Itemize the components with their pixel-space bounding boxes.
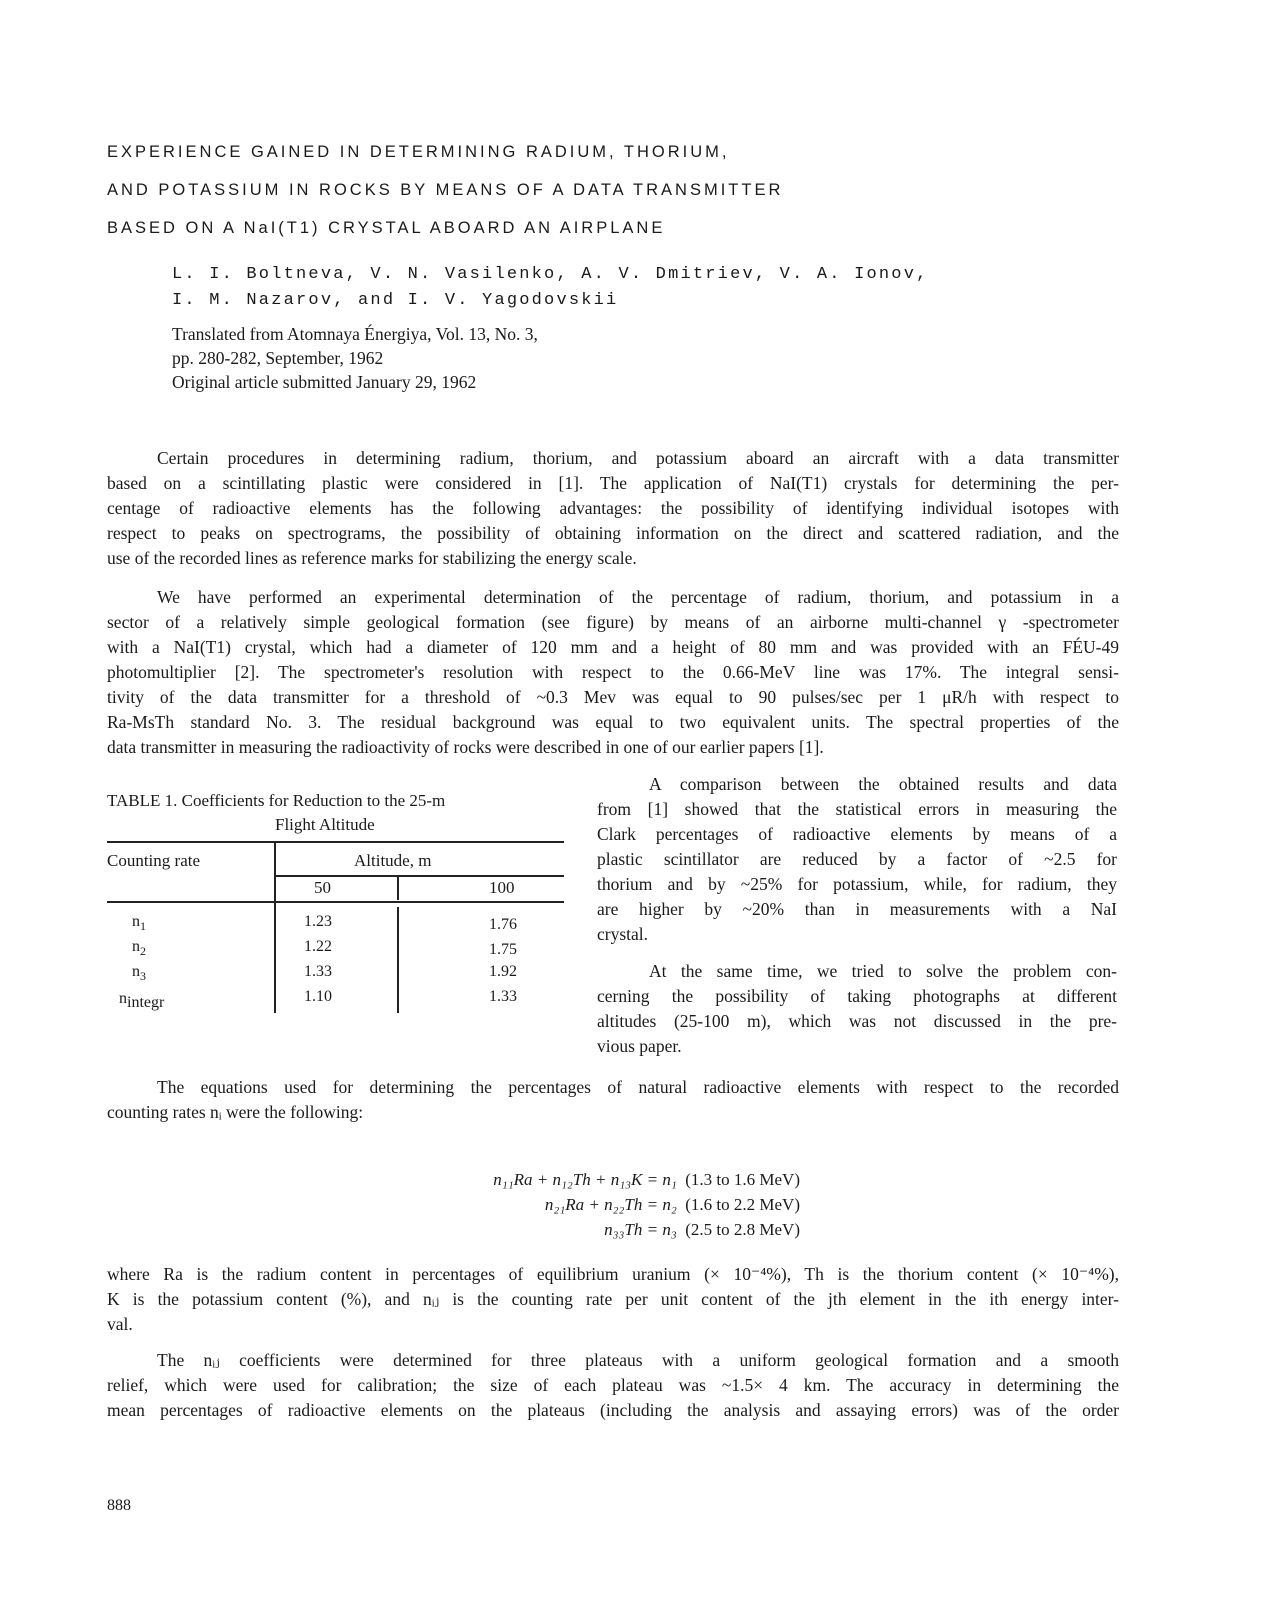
equation-range: (2.5 to 2.8 MeV) [685,1220,800,1239]
paragraph-gap [597,947,1117,959]
row-label-sub: 3 [140,969,146,984]
equation-3 [420,1217,800,1242]
title-line-3: BASED ON A NaI(T1) CRYSTAL ABOARD AN AIRPLANE [107,219,666,237]
source-line-2: pp. 280-282, September, 1962 [172,348,384,368]
cell-100: 1.75 [489,941,517,958]
cell-50: 1.33 [304,963,332,980]
col-100-header: 100 [489,878,515,897]
table-row [107,913,564,937]
para4-line: val. [107,1314,133,1334]
page-number: 888 [107,1497,131,1514]
right-para1-line: A comparison between the obtained results and data [649,774,1117,794]
para3-line: counting rates nᵢ were the following: [107,1102,364,1122]
authors-line-2: I. M. Nazarov, and I. V. Yagodovskii [172,291,619,310]
paragraph-equations-intro [107,1075,1119,1125]
para5-line: mean percentages of radioactive elements on the plateaus (including the analysis and assaying errors) was of the order [107,1400,1119,1420]
cell-50: 1.10 [304,988,332,1005]
table-row [107,938,564,962]
row-label-sub: 1 [140,919,146,934]
cell-50: 1.22 [304,938,332,955]
para2-line: Ra-MsTh standard No. 3. The residual background was equal to two equivalent units. The spectral properties of the [107,712,1119,732]
author-list [172,262,929,314]
para4-line: where Ra is the radium content in percentages of equilibrium uranium (× 10⁻⁴%), Th is the thorium content (× 10⁻⁴%), [107,1264,1119,1284]
row-label [132,938,146,959]
equation-lhs: n₂₁Ra + n₂₂Th = n₂ [544,1195,677,1214]
table-row [107,988,564,1018]
table-caption-line-2: Flight Altitude [275,815,375,834]
header-bottom-rule [107,901,564,903]
source-line-3: Original article submitted January 29, 1962 [172,372,477,392]
row-label-base: n [132,963,140,980]
paragraph-definitions [107,1262,1119,1337]
row-label [132,913,146,934]
table-row [107,963,564,987]
source-info [172,322,538,394]
paragraph-method [107,585,1119,760]
para1-line: Certain procedures in determining radium, thorium, and potassium aboard an aircraft with a data transmitter [157,448,1119,468]
right-para1-line: Clark percentages of radioactive elements by means of a [597,824,1117,844]
row-label-base: n [119,990,127,1007]
row-label-base: n [132,913,140,930]
right-para2-line: cerning the possibility of taking photographs at different [597,986,1117,1006]
para4-line: K is the potassium content (%), and nᵢⱼ is the counting rate per unit content of the jth element in the ith energy inter- [107,1289,1119,1309]
para2-line: sector of a relatively simple geological formation (see figure) by means of an airborne multi-channel γ -spectrometer [107,612,1119,632]
title-line-2: AND POTASSIUM IN ROCKS BY MEANS OF A DATA TRANSMITTER [107,181,784,199]
authors-line-1: L. I. Boltneva, V. N. Vasilenko, A. V. Dmitriev, V. A. Ionov, [172,265,929,284]
equation-lhs: n₁₁Ra + n₁₂Th + n₁₃K = n₁ [493,1170,677,1189]
para3-line: The equations used for determining the percentages of natural radioactive elements with respect to the recorded [157,1077,1119,1097]
para1-line: centage of radioactive elements has the following advantages: the possibility of identifying individual isotopes with [107,498,1119,518]
source-line-1: Translated from Atomnaya Énergiya, Vol. 13, No. 3, [172,324,538,344]
right-para1-line: from [1] showed that the statistical errors in measuring the [597,799,1117,819]
right-para1-line: crystal. [597,924,649,944]
equation-block [420,1167,800,1242]
right-para2-line: vious paper. [597,1036,682,1056]
cell-100: 1.76 [489,916,517,933]
row-label [132,963,146,984]
cell-100: 1.92 [489,963,517,980]
header-altitude: Altitude, m [354,851,432,870]
equation-2 [420,1192,800,1217]
table-caption-line-1: TABLE 1. Coefficients for Reduction to the 25-m [107,791,446,810]
para2-line: with a NaI(T1) crystal, which had a diameter of 120 mm and a height of 80 mm and was provided with an FÉU-49 [107,637,1119,657]
col-50-header: 50 [314,878,331,897]
equation-1 [420,1167,800,1192]
para5-line: relief, which were used for calibration; the size of each plateau was ~1.5× 4 km. The accuracy in determining the [107,1375,1119,1395]
para5-line: The nᵢⱼ coefficients were determined for three plateaus with a uniform geological formation and a smooth [157,1350,1119,1370]
right-column-text [597,772,1117,1059]
right-para2-line: altitudes (25-100 m), which was not discussed in the pre- [597,1011,1117,1031]
row-label-base: n [132,938,140,955]
coefficient-table [107,841,564,1021]
column-vertical-rule [397,875,399,900]
para1-line: based on a scintillating plastic were considered in [1]. The application of NaI(T1) crystals for determining the per- [107,473,1119,493]
right-para1-line: are higher by ~20% than in measurements with a NaI [597,899,1117,919]
paragraph-calibration [107,1348,1119,1423]
para2-line: data transmitter in measuring the radioactivity of rocks were described in one of our earlier papers [1]. [107,737,824,757]
cell-100: 1.33 [489,988,517,1005]
row-label-sub: integr [127,994,165,1012]
title-line-1: EXPERIENCE GAINED IN DETERMINING RADIUM, THORIUM, [107,143,730,161]
right-para1-line: thorium and by ~25% for potassium, while, for radium, they [597,874,1117,894]
equation-lhs: n₃₃Th = n₃ [604,1220,677,1239]
para1-line: respect to peaks on spectrograms, the possibility of obtaining information on the direct and scattered radiation, and the [107,523,1119,543]
right-para2-line: At the same time, we tried to solve the problem con- [649,961,1117,981]
cell-50: 1.23 [304,913,332,930]
para2-line: We have performed an experimental determination of the percentage of radium, thorium, and potassium in a [157,587,1119,607]
paragraph-intro [107,446,1119,571]
table-top-rule [107,841,564,843]
equation-range: (1.6 to 2.2 MeV) [685,1195,800,1214]
article-title [107,133,1007,247]
para1-line: use of the recorded lines as reference marks for stabilizing the energy scale. [107,548,637,568]
altitude-rule [274,875,564,877]
header-counting-rate: Counting rate [107,851,201,870]
para2-line: photomultiplier [2]. The spectrometer's resolution with respect to the 0.66-MeV line was 17%. The integral sensi- [107,662,1119,682]
right-para1-line: plastic scintillator are reduced by a factor of ~2.5 for [597,849,1117,869]
equation-range: (1.3 to 1.6 MeV) [685,1170,800,1189]
row-label [119,990,164,1012]
para2-line: tivity of the data transmitter for a threshold of ~0.3 Mev was equal to 90 pulses/sec per 1 μR/h with respect to [107,687,1119,707]
row-label-sub: 2 [140,944,146,959]
table-caption [107,789,445,837]
